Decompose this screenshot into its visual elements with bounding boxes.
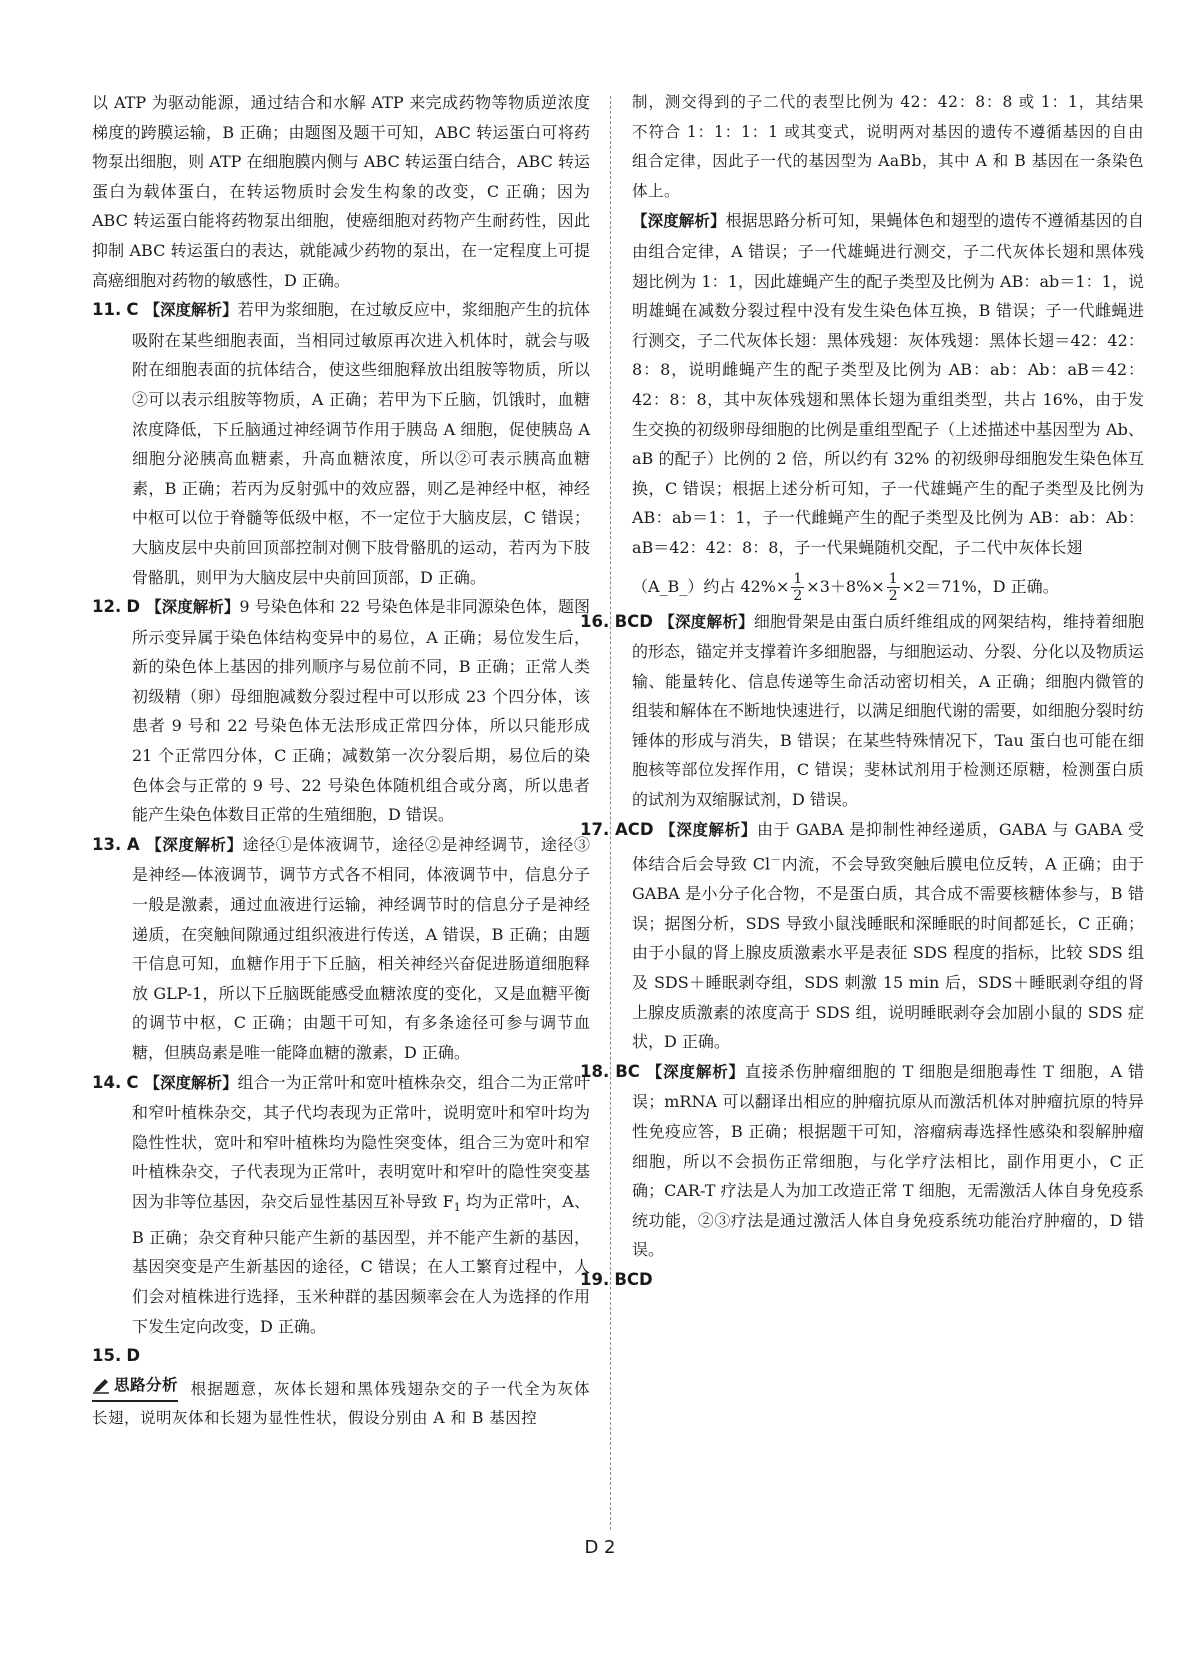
question-12	[92, 592, 590, 830]
idea-heading	[92, 1371, 178, 1403]
answer: BCD	[614, 1269, 653, 1289]
question-number: 14.	[92, 1072, 122, 1092]
analysis-tag: 【深度解析】	[659, 820, 757, 839]
analysis-tag: 【深度解析】	[144, 301, 238, 320]
analysis-text: 根据思路分析可知，果蝇体色和翅型的遗传不遵循基因的自由组合定律，A 错误；子一代雄蝇进行测交，子二代灰体长翅和黑体残翅比例为 1：1，因此雄蝇产生的配子类型及比例为 AB：ab＝1：1，说明雄蝇在减数分裂过程中没有发生染色体互换，B 错误；子一代雌蝇进行测交，子二代灰体长翅：黑体残翅：灰体残翅：黑体长翅＝42：42：8：8，说明雌蝇产生的配子类型及比例为 AB：ab：Ab：aB＝42：42：8：8，其中灰体残翅和黑体长翅为重组类型，共占 16%，由于发生交换的初级卵母细胞的比例是重组型配子（上述描述中基因型为 Ab、aB 的配子）比例的 2 倍，所以约有 32% 的初级卵母细胞发生染色体互换，C 错误；根据上述分析可知，子一代雄蝇产生的配子类型及比例为 AB：ab＝1：1，子一代雌蝇产生的配子类型及比例为 AB：ab：Ab：aB＝42：42：8：8，子一代果蝇随机交配，子二代中灰体长翅	[632, 211, 1144, 557]
answer: C	[126, 1072, 139, 1092]
question-15-analysis	[632, 206, 1144, 606]
fraction	[791, 571, 804, 604]
q10-continuation: 以 ATP 为驱动能源，通过结合和水解 ATP 来完成药物等物质逆浓度梯度的跨膜运输，B 正确；由题图及题干可知，ABC 转运蛋白可将药物泵出细胞，则 ATP 在细胞膜内侧与 ABC 转运蛋白结合，ABC 转运蛋白为载体蛋白，在转运物质时会发生构象的改变，C 正确；因为 ABC 转运蛋白能将药物泵出细胞，使癌细胞对药物产生耐药性，因此抑制 ABC 转运蛋白的表达，就能减少药物的泵出，在一定程度上可提高癌细胞对药物的敏感性，D 正确。	[92, 93, 590, 290]
analysis-text-continued: 内流，不会导致突触后膜电位反转，A 正确；由于 GABA 是小分子化合物，不是蛋白质，其合成不需要核糖体参与，B 错误；据图分析，SDS 导致小鼠浅睡眠和深睡眠的时间都延长，C 正确；由于小鼠的肾上腺皮质激素水平是表征 SDS 程度的指标，比较 SDS 组及 SDS＋睡眠剥夺组，SDS 刺激 15 min 后，SDS＋睡眠剥夺组的肾上腺皮质激素的浓度高于 SDS 组，说明睡眠剥夺会加剧小鼠的 SDS 症状，D 正确。	[632, 854, 1144, 1052]
question-13	[92, 830, 590, 1068]
formula-part: ×2＝71%，D 正确。	[901, 576, 1059, 596]
analysis-tag: 【深度解析】	[632, 212, 726, 231]
question-number: 15.	[92, 1346, 122, 1366]
analysis-tag: 【深度解析】	[658, 612, 754, 631]
question-number: 13.	[92, 834, 122, 854]
question-number: 16.	[580, 611, 610, 631]
answer: BC	[615, 1061, 640, 1081]
answer: C	[126, 300, 139, 320]
analysis-text: 若甲为浆细胞，在过敏反应中，浆细胞产生的抗体吸附在某些细胞表面，当相同过敏原再次进入机体时，就会与吸附在细胞表面的抗体结合，使这些细胞释放出组胺等物质，所以②可以表示组胺等物质，A 正确；若甲为下丘脑，饥饿时，血糖浓度降低，下丘脑通过神经调节作用于胰岛 A 细胞，促使胰岛 A 细胞分泌胰高血糖素，升高血糖浓度，所以②可表示胰高血糖素，B 正确；若丙为反射弧中的效应器，则乙是神经中枢，神经中枢可以位于脊髓等低级中枢，不一定位于大脑皮层，C 错误；大脑皮层中央前回顶部控制对侧下肢骨骼肌的运动，若丙为下肢骨骼肌，则甲为大脑皮层中央前回顶部，D 正确。	[132, 300, 590, 587]
pen-icon	[92, 1378, 110, 1394]
superscript: －	[770, 853, 782, 867]
analysis-text: 组合一为正常叶和宽叶植株杂交，组合二为正常叶和窄叶植株杂交，其子代均表现为正常叶，说明宽叶和窄叶均为隐性性状，宽叶和窄叶植株均为隐性突变体，组合三为宽叶和窄叶植株杂交，子代表现为正常叶，表明宽叶和窄叶的隐性突变基因为非等位基因，杂交后显性基因互补导致 F	[132, 1072, 590, 1211]
fraction	[887, 571, 900, 604]
question-15	[92, 1341, 590, 1371]
subscript: 1	[453, 1201, 461, 1215]
question-number: 17.	[580, 819, 610, 839]
analysis-text: 直接杀伤肿瘤细胞的 T 细胞是细胞毒性 T 细胞，A 错误；mRNA 可以翻译出相应的肿瘤抗原从而激活机体对肿瘤抗原的特异性免疫应答，B 正确；根据题干可知，溶瘤病毒选择性感染和裂解肿瘤细胞，所以不会损伤正常细胞，与化学疗法相比，副作用更小，C 正确；CAR-T 疗法是人为加工改造正常 T 细胞，无需激活人体自身免疫系统功能，②③疗法是通过激活人体自身免疫系统功能治疗肿瘤的，D 错误。	[632, 1061, 1144, 1260]
fraction-denominator: 2	[793, 587, 803, 604]
question-number: 18.	[580, 1061, 610, 1081]
answer: ACD	[614, 819, 654, 839]
question-19	[580, 1265, 1144, 1295]
analysis-text: 9 号染色体和 22 号染色体是非同源染色体，题图所示变异属于染色体结构变异中的易位，A 正确；易位发生后，新的染色体上基因的排列顺序与易位前不同，B 正确；正常人类初级精（卵）母细胞减数分裂过程中可以形成 23 个四分体，该患者 9 号和 22 号染色体无法形成正常四分体，所以只能形成 21 个正常四分体，C 正确；减数第一次分裂后期，易位后的染色体会与正常的 9 号、22 号染色体随机组合或分离，所以患者能产生染色体数目正常的生殖细胞，D 错误。	[132, 597, 590, 825]
idea-analysis-continuation: 制，测交得到的子二代的表型比例为 42：42：8：8 或 1：1，其结果不符合 1：1：1：1 或其变式，说明两对基因的遗传不遵循基因的自由组合定律，因此子一代的基因型为 AaBb，其中 A 和 B 基因在一条染色体上。	[632, 93, 1144, 200]
answer: D	[126, 1346, 141, 1366]
analysis-text: 途径①是体液调节，途径②是神经调节，途径③是神经—体液调节，调节方式各不相同，体液调节中，信息分子一般是激素，通过血液进行运输，神经调节时的信息分子是神经递质，在突触间隙通过组织液进行传送，A 错误，B 正确；由题干信息可知，血糖作用于下丘脑，相关神经兴奋促进肠道细胞释放 GLP-1，所以下丘脑既能感受血糖浓度的变化，又是血糖平衡的调节中枢，C 正确；由题干可知，有多条途径可参与调节血糖，但胰岛素是唯一能降血糖的激素，D 正确。	[132, 834, 590, 1062]
left-column	[92, 88, 590, 1434]
right-column	[580, 88, 1145, 1294]
question-16	[580, 607, 1144, 815]
answer: D	[126, 597, 141, 617]
question-number: 12.	[92, 597, 122, 617]
analysis-tag: 【深度解析】	[146, 598, 240, 617]
idea-analysis	[92, 1371, 590, 1434]
question-17	[580, 815, 1144, 1057]
analysis-text: 细胞骨架是由蛋白质纤维组成的网架结构，维持着细胞的形态，锚定并支撑着许多细胞器，与细胞运动、分裂、分化以及物质运输、能量转化、信息传递等生命活动密切相关，A 正确；细胞内微管的组装和解体在不断地快速进行，以满足细胞代谢的需要，如细胞分裂时纺锤体的形成与消失，B 错误；在某些特殊情况下，Tau 蛋白也可能在细胞核等部位发挥作用，C 错误；斐林试剂用于检测还原糖，检测蛋白质的试剂为双缩脲试剂，D 错误。	[632, 611, 1145, 810]
probability-formula	[632, 567, 1144, 607]
question-14	[92, 1068, 590, 1342]
answer: BCD	[614, 611, 653, 631]
analysis-tag: 【深度解析】	[145, 835, 243, 854]
fraction-numerator: 1	[888, 570, 898, 587]
fraction-numerator: 1	[793, 570, 803, 587]
analysis-text: 由于 GABA 是抑制性神经递质，GABA 与 GABA 受体结合后会导致 Cl	[632, 819, 1144, 874]
question-11	[92, 295, 590, 592]
analysis-text-continued: 均为正常叶，A、B 正确；杂交育种只能产生新的基因型，并不能产生新的基因，基因突变是产生新基因的途径，C 错误；在人工繁育过程中，人们会对植株进行选择，玉米种群的基因频率会在人为选择的作用下发生定向改变，D 正确。	[132, 1191, 590, 1336]
formula-part: （A_B_）约占 42%×	[632, 576, 790, 596]
analysis-tag: 【深度解析】	[645, 1062, 745, 1081]
fraction-denominator: 2	[888, 587, 898, 604]
idea-text: 根据题意，灰体长翅和黑体残翅杂交的子一代全为灰体长翅，说明灰体和长翅为显性性状，假设分别由 A 和 B 基因控	[92, 1379, 590, 1428]
analysis-tag: 【深度解析】	[144, 1073, 238, 1092]
formula-part: ×3＋8%×	[806, 576, 885, 596]
question-number: 19.	[580, 1269, 610, 1289]
idea-heading-label: 思路分析	[114, 1375, 179, 1394]
page-number: D 2	[584, 1537, 616, 1558]
question-18	[580, 1057, 1144, 1265]
question-number: 11.	[92, 300, 122, 320]
answer: A	[126, 834, 140, 854]
